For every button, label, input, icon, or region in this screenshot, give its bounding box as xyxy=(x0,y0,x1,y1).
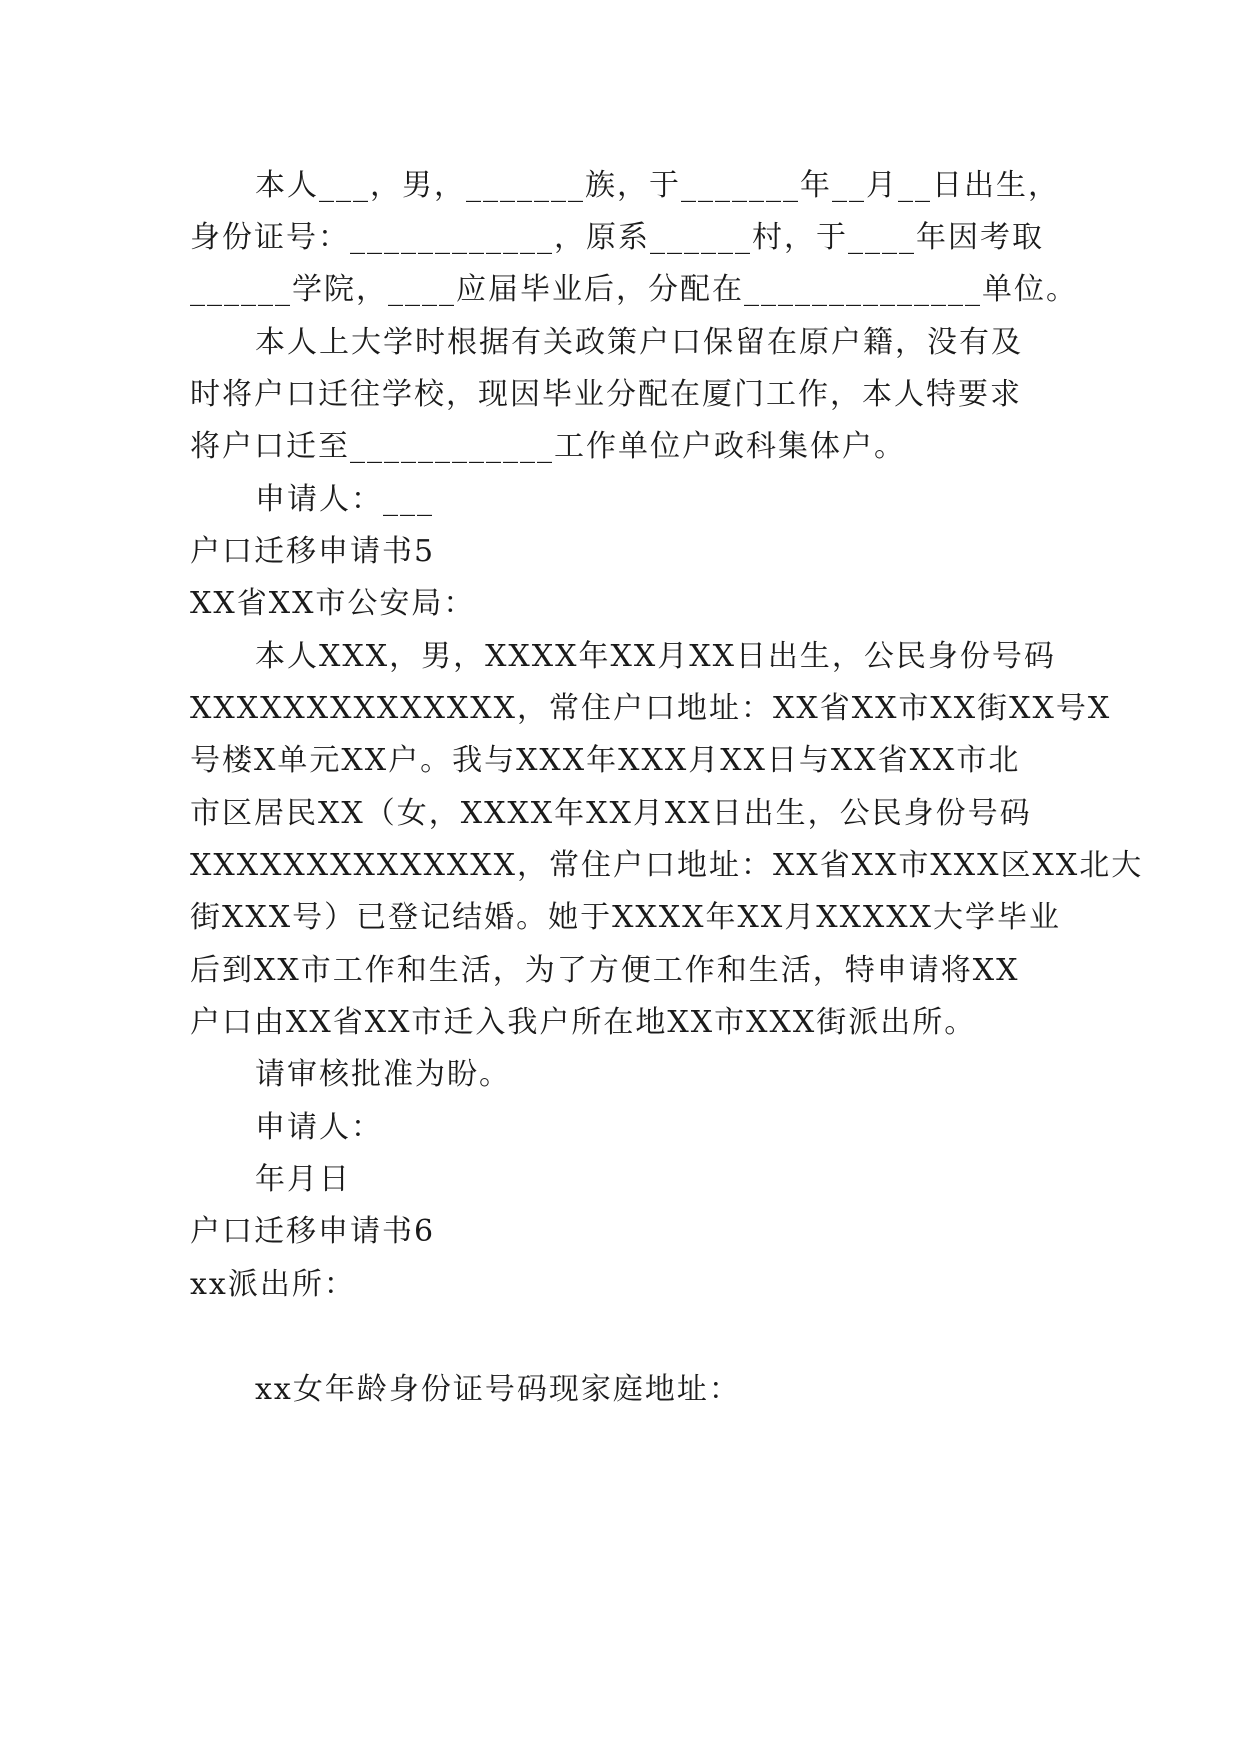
s4-para1-line2: 身份证号：____________，原系______村，于____年因考取 xyxy=(190,220,1044,255)
s5-date: 年月日 xyxy=(255,1162,351,1197)
s4-para1-line3: ______学院，____应届毕业后，分配在______________单位。 xyxy=(190,272,1078,307)
s6-title: 户口迁移申请书6 xyxy=(190,1214,436,1249)
s6-addressee: xx派出所： xyxy=(190,1267,356,1302)
s5-body-line: XXXXXXXXXXXXXX，常住户口地址：XX省XX市XX街XX号X xyxy=(190,691,1112,726)
s5-request: 请审核批准为盼。 xyxy=(255,1057,511,1092)
s5-body-line: XXXXXXXXXXXXXX，常住户口地址：XX省XX市XXX区XX北大 xyxy=(190,848,1144,883)
s4-para2-line3: 将户口迁至____________工作单位户政科集体户。 xyxy=(190,429,906,464)
s5-body-line: 市区居民XX（女，XXXX年XX月XX日出生，公民身份号码 xyxy=(190,796,1032,831)
s5-body-line: 后到XX市工作和生活，为了方便工作和生活，特申请将XX xyxy=(190,953,1020,988)
s4-para2-line1: 本人上大学时根据有关政策户口保留在原户籍，没有及 xyxy=(255,325,1023,360)
s5-body-line: 街XXX号）已登记结婚。她于XXXX年XX月XXXXX大学毕业 xyxy=(190,900,1062,935)
s5-body-line: 户口由XX省XX市迁入我户所在地XX市XXX街派出所。 xyxy=(190,1005,977,1040)
s5-applicant: 申请人： xyxy=(255,1110,383,1145)
s5-body-line: 本人XXX，男，XXXX年XX月XX日出生，公民身份号码 xyxy=(255,639,1056,674)
s4-para1-line1: 本人___，男，_______族，于_______年__月__日出生， xyxy=(255,168,1060,203)
s6-body-line1: xx女年龄身份证号码现家庭地址： xyxy=(255,1372,741,1407)
s4-applicant: 申请人：___ xyxy=(255,482,434,517)
s5-body-line: 号楼X单元XX户。我与XXX年XXX月XX日与XX省XX市北 xyxy=(190,743,1021,778)
s4-para2-line2: 时将户口迁往学校，现因毕业分配在厦门工作，本人特要求 xyxy=(190,377,1022,412)
s5-title: 户口迁移申请书5 xyxy=(190,534,436,569)
s5-addressee: XX省XX市公安局： xyxy=(190,586,476,621)
